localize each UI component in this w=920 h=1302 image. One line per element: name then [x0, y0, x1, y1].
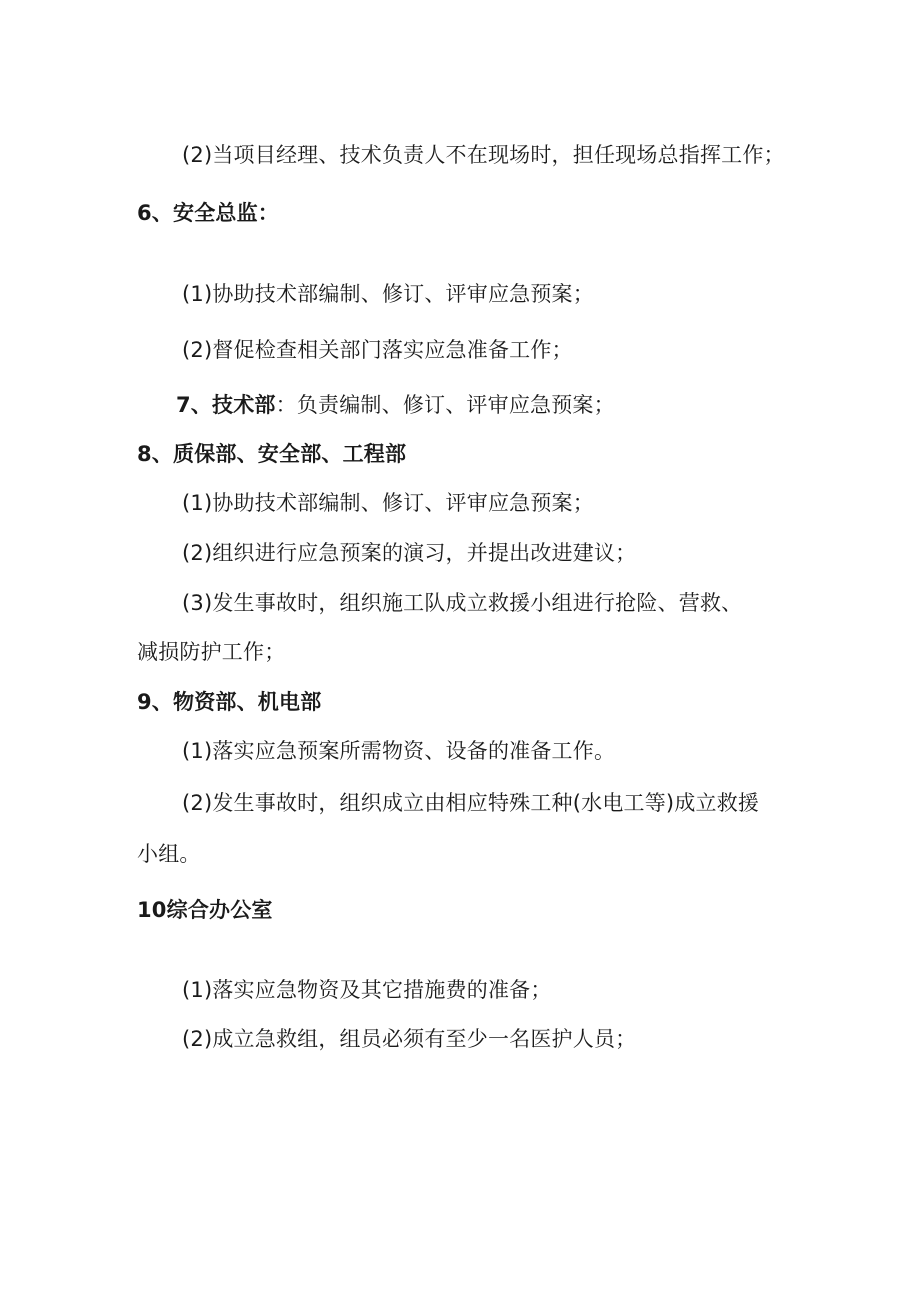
paragraph-line: (2)组织进行应急预案的演习，并提出改进建议； — [182, 541, 637, 565]
section-heading: 9、物资部、机电部 — [137, 690, 322, 714]
paragraph-line: (2)当项目经理、技术负责人不在现场时，担任现场总指挥工作； — [182, 143, 785, 167]
paragraph-line: 减损防护工作； — [137, 640, 286, 664]
section-heading-text: ：负责编制、修订、评审应急预案； — [275, 393, 615, 417]
paragraph-line: (3)发生事故时，组织施工队成立救援小组进行抢险、营救、 — [182, 591, 743, 615]
section-heading-inline — [176, 391, 615, 419]
paragraph-line: (1)协助技术部编制、修订、评审应急预案； — [182, 491, 594, 515]
section-heading: 10综合办公室 — [137, 898, 273, 922]
paragraph-line: (1)落实应急预案所需物资、设备的准备工作。 — [182, 739, 616, 763]
paragraph-line: (1)协助技术部编制、修订、评审应急预案； — [182, 282, 594, 306]
section-heading: 8、质保部、安全部、工程部 — [137, 442, 407, 466]
paragraph-line: 小组。 — [137, 842, 201, 866]
section-heading: 6、安全总监： — [137, 201, 280, 225]
paragraph-line: (2)发生事故时，组织成立由相应特殊工种(水电工等)成立救援 — [182, 791, 760, 815]
paragraph-line: (2)督促检查相关部门落实应急准备工作； — [182, 338, 573, 362]
paragraph-line: (2)成立急救组，组员必须有至少一名医护人员； — [182, 1027, 637, 1051]
paragraph-line: (1)落实应急物资及其它措施费的准备； — [182, 978, 552, 1002]
section-heading-label: 7、技术部 — [176, 393, 276, 417]
